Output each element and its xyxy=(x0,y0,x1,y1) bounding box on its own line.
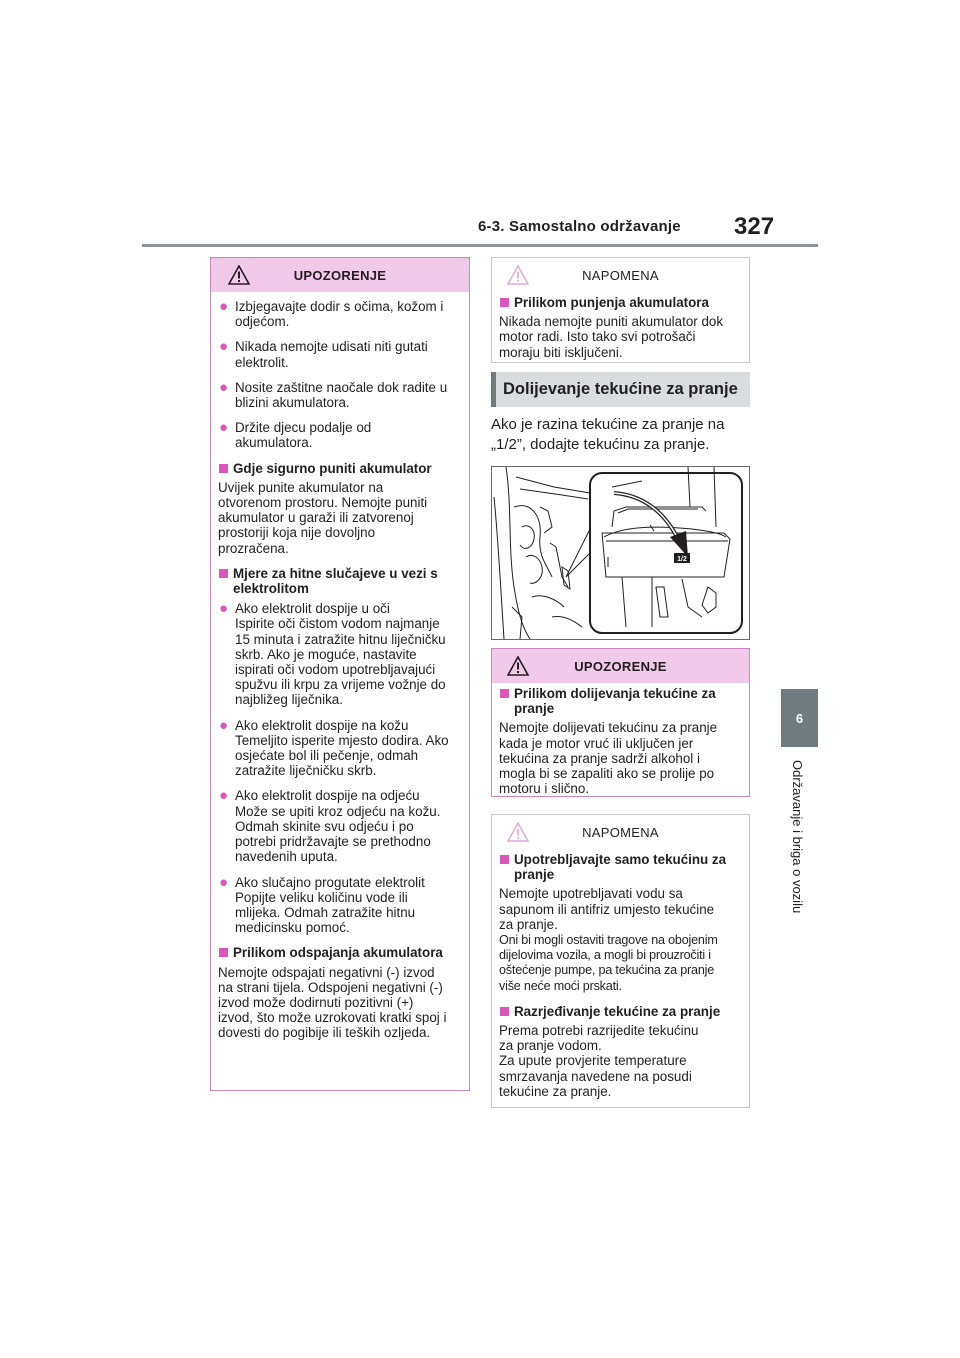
warning-content xyxy=(492,686,749,802)
body-paragraph: Ako je razina tekućine za pranje na „1/2”, dodajte tekućinu za pranje. xyxy=(491,416,725,453)
bullet-item xyxy=(218,601,461,707)
chapter-title-text: Održavanje i briga o vozilu xyxy=(790,760,805,914)
subheading xyxy=(499,852,741,882)
note-band xyxy=(492,815,749,849)
subheading-text: Mjere za hitne slučajeve u vezi s elektrolitom xyxy=(233,565,438,597)
subheading-text: Gdje sigurno puniti akumulator xyxy=(233,460,432,476)
square-bullet-icon xyxy=(219,569,228,578)
paragraph: Nikada nemojte puniti akumulator dok motor radi. Isto tako svi potrošači moraju biti isključeni. xyxy=(499,314,724,360)
subheading-text: Prilikom punjenja akumulatora xyxy=(514,295,709,310)
washer-reservoir-illustration xyxy=(491,466,750,640)
bullet-item xyxy=(218,875,461,936)
header-rule xyxy=(142,244,818,247)
chapter-tab: 6 xyxy=(781,689,818,747)
paragraph: Nemojte odspajati negativni (-) izvod na strani tijela. Odspojeni negativni (-) izvod može dodirnuti pozitivni (+) izvod, što može uzrokovati kratki spoj i dovesti do pogibije ili teških ozljeda. xyxy=(218,964,447,1041)
note-content xyxy=(492,852,749,1105)
warning-triangle-icon xyxy=(507,656,529,676)
bullet-item xyxy=(218,420,461,450)
subheading xyxy=(499,686,741,716)
warning-content xyxy=(211,292,469,1047)
subheading xyxy=(499,295,741,310)
bullet-dot-icon: ● xyxy=(219,419,229,437)
paragraph: Uvijek punite akumulator na otvorenom prostoru. Nemojte puniti akumulator u garaži ili zatvorenoj prostoriji koja nije dovoljno prozračena. xyxy=(218,479,428,556)
bullet-dot-icon: ● xyxy=(219,716,229,734)
engine-bay-drawing xyxy=(492,467,749,639)
subheading-text: Prilikom odspajanja akumulatora xyxy=(233,945,443,961)
square-bullet-icon xyxy=(500,298,509,307)
warning-box-battery xyxy=(210,257,470,1091)
warning-title: UPOZORENJE xyxy=(293,267,387,283)
square-bullet-icon xyxy=(219,948,228,957)
bullet-item xyxy=(218,718,461,779)
section-title-text: Dolijevanje tekućine za pranje xyxy=(503,380,738,398)
note-title: NAPOMENA xyxy=(582,267,659,283)
section-title xyxy=(491,372,750,407)
bullet-item xyxy=(218,380,461,410)
bullet-dot-icon: ● xyxy=(219,378,229,396)
bullet-item xyxy=(218,299,461,329)
warning-title: UPOZORENJE xyxy=(574,658,667,674)
half-level-marker: 1/2 xyxy=(677,556,687,563)
subheading xyxy=(499,1004,741,1019)
subheading xyxy=(218,566,461,596)
note-box-charging xyxy=(491,257,750,363)
paragraph: Prema potrebi razrijedite tekućinu za pranje vodom. Za upute provjerite temperature smrzavanja navedene na posudi tekućine za pranje. xyxy=(499,1023,699,1099)
note-box-washer-fluid xyxy=(491,814,750,1108)
subheading-text: Razrjeđivanje tekućine za pranje xyxy=(514,1003,721,1019)
warning-triangle-icon xyxy=(228,265,250,285)
bullet-text: Nikada nemojte udisati niti gutati elektrolit. xyxy=(235,339,428,370)
warning-band xyxy=(211,258,469,292)
bullet-item xyxy=(218,339,461,369)
bullet-text: Ako elektrolit dospije u oči Ispirite oči čistom vodom najmanje 15 minuta i zatražite hitnu liječničku skrb. Ako je moguće, nastavite ispirati oči vodom upotrebljavajući spužvu ili krpu za vrijeme vožnje do najbližeg liječnika. xyxy=(235,601,446,708)
square-bullet-icon xyxy=(500,1007,509,1016)
note-title: NAPOMENA xyxy=(582,824,659,840)
bullet-dot-icon: ● xyxy=(219,600,229,618)
subheading-text: Prilikom dolijevanja tekućine za pranje xyxy=(514,686,716,717)
square-bullet-icon xyxy=(219,464,228,473)
square-bullet-icon xyxy=(500,855,509,864)
warning-box-washer xyxy=(491,648,750,797)
bullet-dot-icon: ● xyxy=(219,787,229,805)
bullet-text: Ako elektrolit dospije na odjeću Može se upiti kroz odjeću na kožu. Odmah skinite svu odjeću i po potrebi pridržavajte se prethodno navedenih uputa. xyxy=(235,788,441,865)
bullet-text: Držite djecu podalje od akumulatora. xyxy=(235,420,372,451)
subheading-text: Upotrebljavajte samo tekućinu za pranje xyxy=(514,852,727,883)
caution-triangle-icon xyxy=(507,822,529,842)
bullet-item xyxy=(218,788,461,864)
note-band xyxy=(492,258,749,292)
bullet-dot-icon: ● xyxy=(219,873,229,891)
subheading xyxy=(218,461,461,476)
warning-band xyxy=(492,649,749,683)
bullet-text: Nosite zaštitne naočale dok radite u blizini akumulatora. xyxy=(235,379,448,411)
paragraph-small: Oni bi mogli ostaviti tragove na obojenim dijelovima vozila, a mogli bi prouzročiti i oštećenje pumpe, pa tekućina za pranje više neće moći prskati. xyxy=(499,933,718,993)
subheading xyxy=(218,945,461,960)
running-header-section: 6-3. Samostalno održavanje xyxy=(478,218,681,235)
bullet-text: Ako slučajno progutate elektrolit Popijte veliku količinu vode ili mlijeka. Odmah zatražite hitnu medicinsku pomoć. xyxy=(235,874,425,936)
bullet-text: Ako elektrolit dospije na kožu Temeljito isperite mjesto dodira. Ako osjećate bol ili pečenje, odmah zatražite liječničku skrb. xyxy=(235,717,449,779)
paragraph: Nemojte upotrebljavati vodu sa sapunom ili antifriz umjesto tekućine za pranje. xyxy=(499,886,715,932)
note-content xyxy=(492,295,749,366)
page-number: 327 xyxy=(734,213,775,240)
bullet-text: Izbjegavajte dodir s očima, kožom i odjećom. xyxy=(235,299,444,330)
square-bullet-icon xyxy=(500,689,509,698)
chapter-title-vertical xyxy=(788,760,810,990)
bullet-dot-icon: ● xyxy=(219,338,229,356)
bullet-dot-icon: ● xyxy=(219,298,229,315)
paragraph: Nemojte dolijevati tekućinu za pranje kada je motor vruć ili uključen jer tekućina za pranje sadrži alkohol i mogla bi se zapaliti ako se prolije po motoru i slično. xyxy=(499,720,718,797)
caution-triangle-icon xyxy=(507,265,529,285)
